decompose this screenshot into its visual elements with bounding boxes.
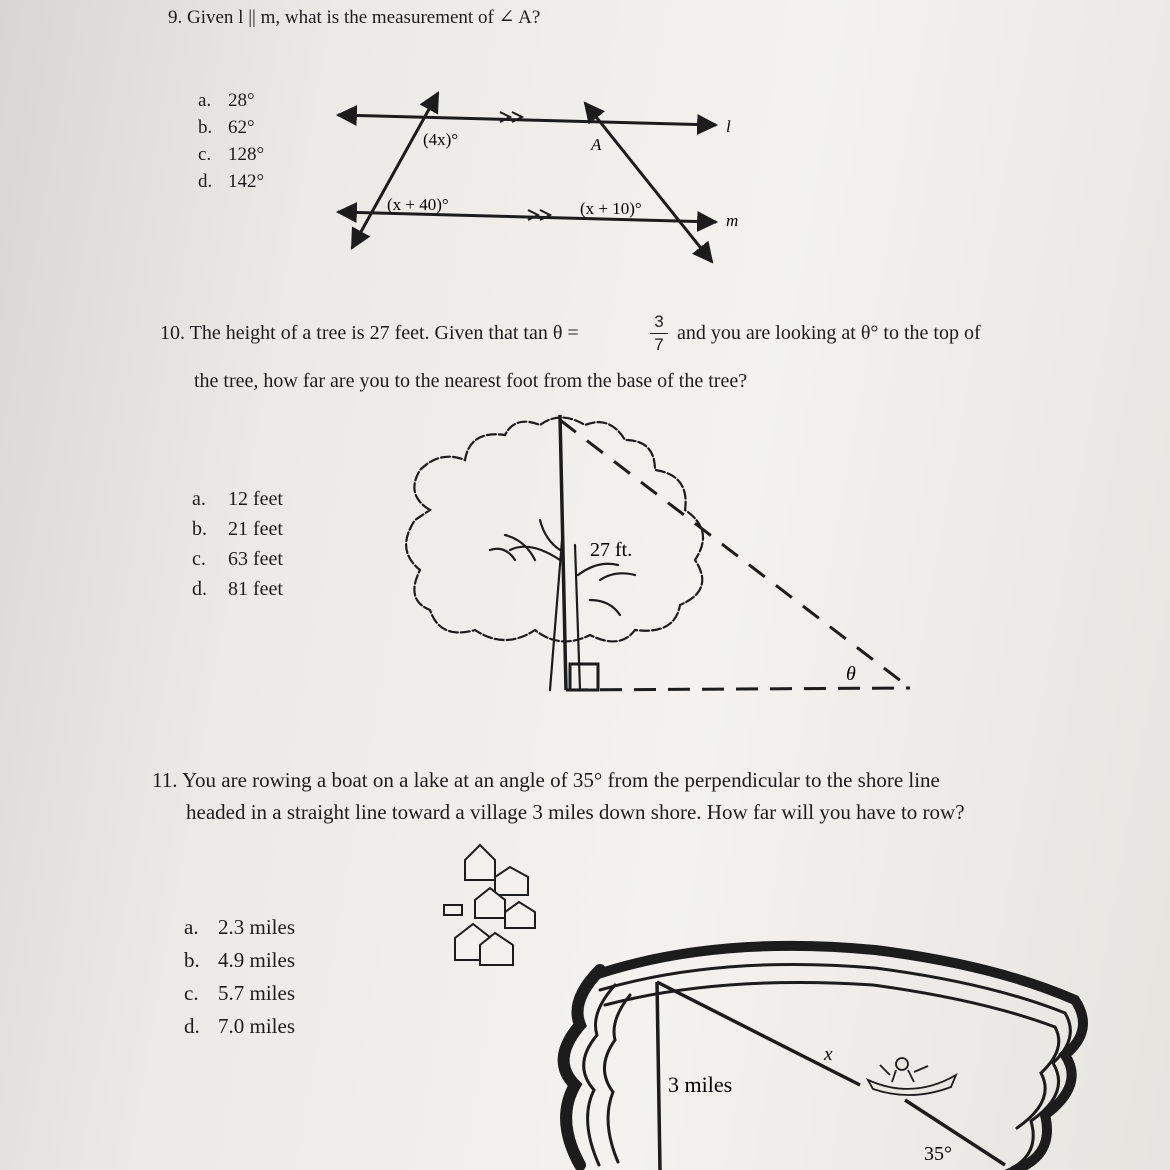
- line-label-m: m: [726, 211, 739, 230]
- choice-letter: c.: [184, 981, 199, 1005]
- question-11-prompt-line2: headed in a straight line toward a village 3 miles down shore. How far will you have to row?: [186, 800, 965, 824]
- boat-to-shore-line: [905, 1100, 1005, 1165]
- choice-text: 2.3 miles: [218, 915, 295, 939]
- question-10-prompt-line2: the tree, how far are you to the nearest foot from the base of the tree?: [194, 370, 748, 392]
- question-10-prompt-start: 10. The height of a tree is 27 feet. Given that tan θ =: [160, 322, 579, 344]
- question-9-prompt: 9. Given l || m, what is the measurement of ∠ A?: [168, 7, 541, 28]
- question-11-prompt-line1: 11. You are rowing a boat on a lake at an angle of 35° from the perpendicular to the shore line: [152, 768, 940, 792]
- angle-label-4x: (4x)°: [423, 130, 459, 149]
- choice-text: 63 feet: [228, 548, 283, 570]
- choice-letter: b.: [198, 117, 213, 138]
- choice-letter: b.: [192, 518, 207, 540]
- right-angle-box: [570, 664, 598, 690]
- angle-label-x-plus-10: (x + 10)°: [580, 199, 642, 218]
- hypotenuse-x-label: x: [824, 1044, 833, 1065]
- choice-text: 128°: [228, 144, 265, 165]
- shore-side-line: [657, 982, 660, 1170]
- choice-text: 81 feet: [228, 578, 283, 600]
- theta-angle-label: θ: [846, 663, 856, 685]
- choice-text: 5.7 miles: [218, 981, 295, 1005]
- choice-letter: a.: [184, 915, 199, 939]
- choice-text: 28°: [228, 90, 255, 111]
- choice-text: 7.0 miles: [218, 1014, 295, 1038]
- choice-letter: c.: [192, 548, 206, 570]
- choice-letter: c.: [198, 144, 212, 165]
- choice-text: 62°: [228, 117, 255, 138]
- fraction-denominator: 7: [654, 335, 664, 354]
- line-label-l: l: [726, 117, 731, 136]
- choice-text: 4.9 miles: [218, 948, 295, 972]
- line-l: [338, 115, 716, 125]
- choice-text: 142°: [228, 171, 265, 192]
- choice-letter: d.: [184, 1014, 200, 1038]
- three-miles-label: 3 miles: [668, 1072, 733, 1097]
- choice-letter: d.: [198, 171, 213, 192]
- choice-letter: a.: [198, 90, 212, 111]
- choice-letter: b.: [184, 948, 200, 972]
- angle-label-A: A: [591, 135, 602, 154]
- choice-letter: d.: [192, 578, 207, 600]
- boat-icon: [868, 1058, 956, 1095]
- angle-35-label: 35°: [924, 1143, 952, 1165]
- choice-letter: a.: [192, 488, 206, 510]
- q9-parallel-lines-figure: [338, 93, 716, 262]
- question-10-prompt-end: and you are looking at θ° to the top of: [677, 322, 981, 344]
- angle-label-x-plus-40: (x + 40)°: [387, 195, 449, 214]
- ground-line-dashed: [566, 688, 910, 690]
- village-icon: [444, 845, 535, 965]
- tree-icon: [406, 418, 703, 691]
- choice-text: 21 feet: [228, 518, 283, 540]
- choice-text: 12 feet: [228, 488, 283, 510]
- tree-height-label: 27 ft.: [590, 539, 633, 561]
- transversal-right: [585, 103, 712, 262]
- fraction-numerator: 3: [654, 312, 664, 331]
- hypotenuse-line: [657, 982, 860, 1085]
